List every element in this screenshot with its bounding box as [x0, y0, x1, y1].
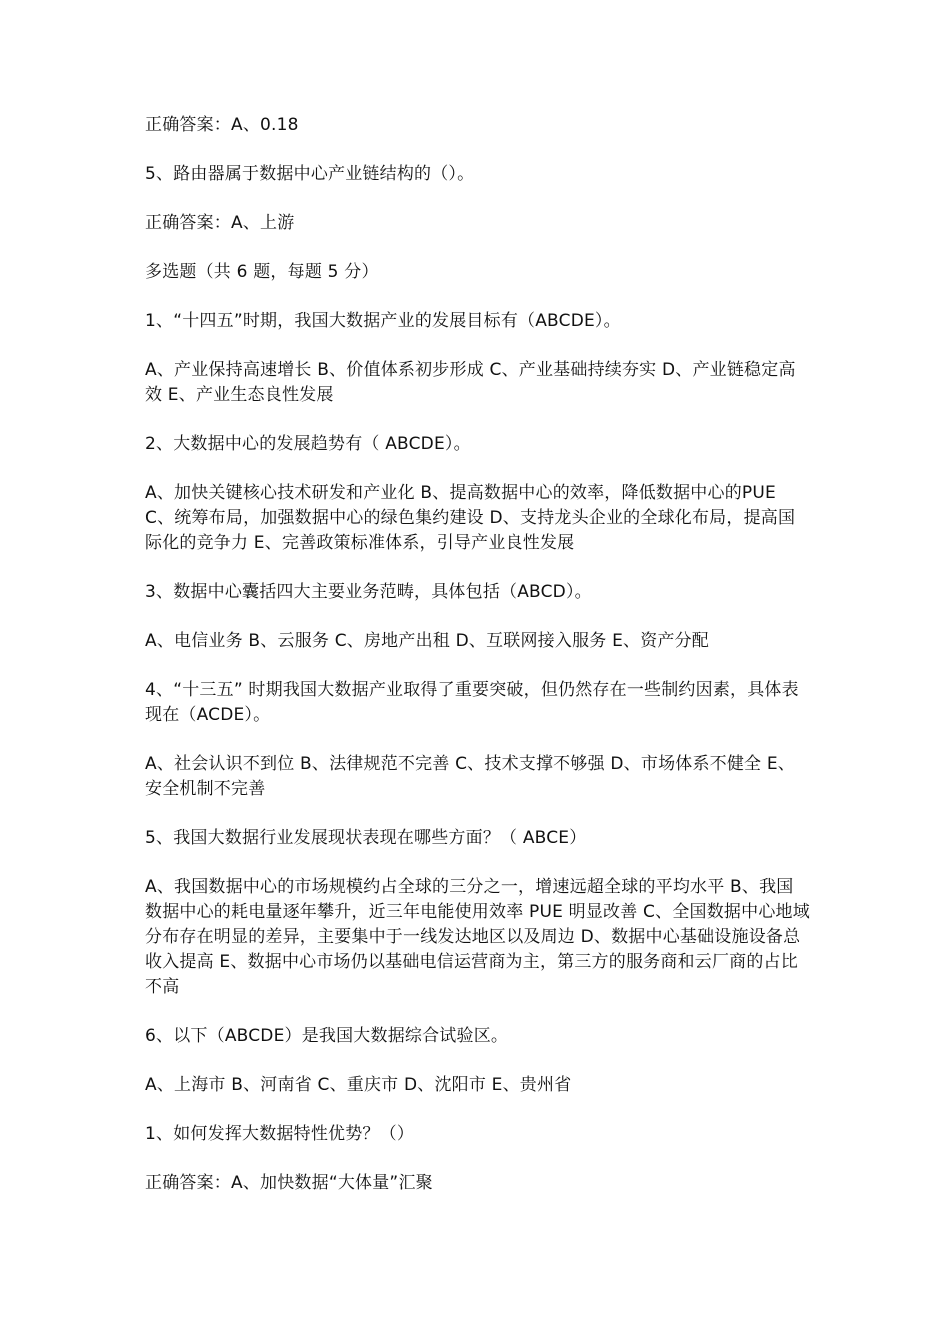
answer-line: 正确答案：A、上游 [145, 213, 295, 233]
answer-line: 正确答案：A、0.18 [145, 115, 299, 135]
document-page [145, 113, 810, 1220]
question-line: 2、大数据中心的发展趋势有（ ABCDE）。 [145, 434, 471, 454]
question-line: 5、路由器属于数据中心产业链结构的（）。 [145, 164, 475, 184]
question-line: 4、“十三五” 时期我国大数据产业取得了重要突破，但仍然存在一些制约因素，具体表现在（ACDE）。 [145, 680, 799, 725]
options-line: A、社会认识不到位 B、法律规范不完善 C、技术支撑不够强 D、市场体系不健全 E、安全机制不完善 [145, 754, 796, 799]
options-line: A、产业保持高速增长 B、价值体系初步形成 C、产业基础持续夯实 D、产业链稳定高效 E、产业生态良性发展 [145, 360, 796, 405]
question-line: 1、“十四五”时期，我国大数据产业的发展目标有（ABCDE）。 [145, 311, 621, 331]
question-line: 3、数据中心囊括四大主要业务范畴，具体包括（ABCD）。 [145, 582, 592, 602]
section-heading: 多选题（共 6 题，每题 5 分） [145, 262, 379, 282]
options-line: A、我国数据中心的市场规模约占全球的三分之一，增速远超全球的平均水平 B、我国数据中心的耗电量逐年攀升，近三年电能使用效率 PUE 明显改善 C、全国数据中心地域分布存在明显的差异，主要集中于一线发达地区以及周边 D、数据中心基础设施设备总收入提高 E、数据中心市场仍以基础电信运营商为主，第三方的服务商和云厂商的占比不高 [145, 877, 810, 997]
options-line: A、电信业务 B、云服务 C、房地产出租 D、互联网接入服务 E、资产分配 [145, 631, 710, 651]
question-line: 5、我国大数据行业发展现状表现在哪些方面？（ ABCE） [145, 828, 587, 848]
question-line: 1、如何发挥大数据特性优势？（） [145, 1124, 415, 1144]
question-line: 6、以下（ABCDE）是我国大数据综合试验区。 [145, 1026, 509, 1046]
options-line: A、加快关键核心技术研发和产业化 B、提高数据中心的效率，降低数据中心的PUE C、统筹布局，加强数据中心的绿色集约建设 D、支持龙头企业的全球化布局，提高国际化的竞争力 E、完善政策标准体系，引导产业良性发展 [145, 483, 796, 553]
options-line: A、上海市 B、河南省 C、重庆市 D、沈阳市 E、贵州省 [145, 1075, 572, 1095]
answer-line: 正确答案：A、加快数据“大体量”汇聚 [145, 1173, 433, 1193]
